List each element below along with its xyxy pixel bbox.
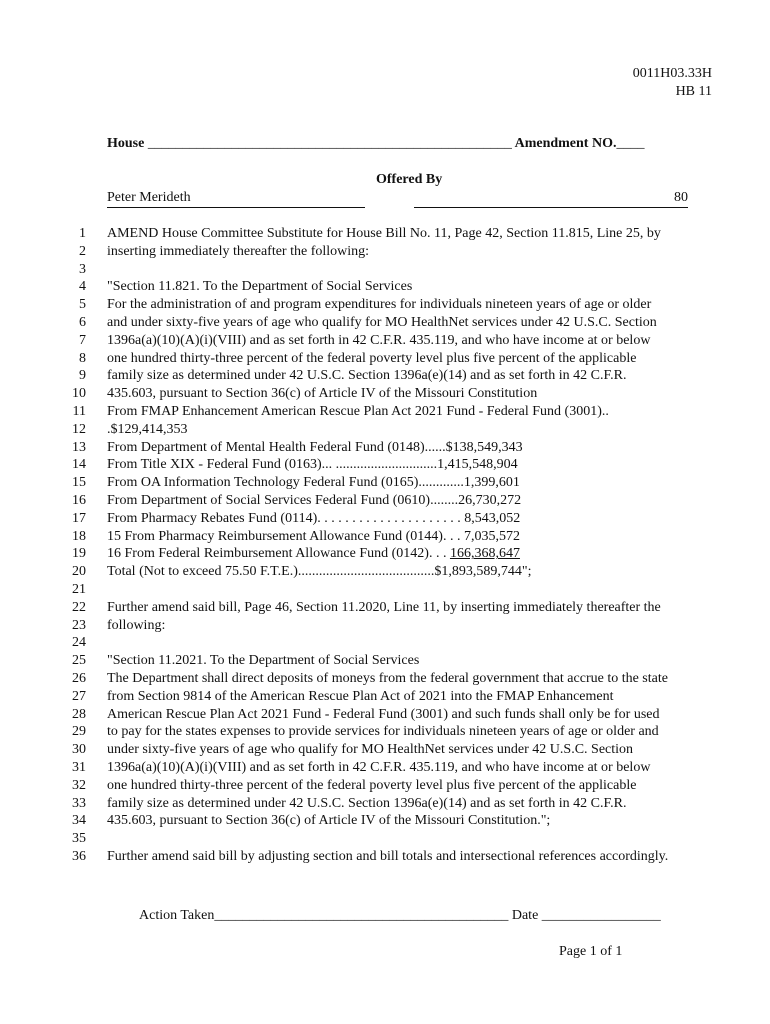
line-text-content: family size as determined under 42 U.S.C. Section 1396a(e)(14) and as set forth in 42 C.F.R.	[107, 795, 627, 811]
line-text-content: from Section 9814 of the American Rescue Plan Act of 2021 into the FMAP Enhancement	[107, 688, 614, 704]
line-number: 21	[72, 582, 86, 597]
body-line	[0, 813, 770, 831]
line-text	[107, 849, 668, 865]
line-text	[107, 457, 518, 473]
body-line	[0, 493, 770, 511]
line-text-content: one hundred thirty-three percent of the federal poverty level plus five percent of the applicable	[107, 777, 637, 793]
body-line	[0, 386, 770, 404]
line-text-underlined: 166,368,647	[449, 546, 520, 562]
body-line	[0, 724, 770, 742]
line-number: 23	[72, 617, 86, 633]
line-number: 16	[72, 493, 86, 508]
body-line	[0, 315, 770, 333]
line-number: 27	[72, 688, 86, 704]
line-number: 10	[72, 386, 86, 402]
line-number: 3	[79, 261, 86, 277]
body-line	[0, 671, 770, 689]
line-text-content: From Title XIX - Federal Fund (0163)... .............................1,415,548,904	[107, 457, 518, 473]
line-number: 36	[72, 849, 86, 864]
body-line	[0, 511, 770, 529]
house-line	[107, 136, 644, 152]
body-line	[0, 422, 770, 440]
body-line	[0, 564, 770, 582]
line-text	[107, 742, 633, 758]
body-line	[0, 368, 770, 386]
line-number: 20	[72, 564, 86, 580]
body-line	[0, 529, 770, 547]
line-text	[107, 368, 627, 384]
body-line	[0, 653, 770, 671]
body-line	[0, 226, 770, 244]
line-text	[107, 440, 523, 456]
line-text-content: one hundred thirty-three percent of the federal poverty level plus five percent of the applicable	[107, 350, 637, 366]
offered-by-label: Offered By	[376, 172, 443, 187]
line-text	[107, 653, 419, 669]
line-text	[107, 689, 614, 705]
action-taken-line	[139, 908, 661, 924]
line-text	[107, 671, 668, 687]
date-label: Date	[511, 908, 539, 923]
house-label: House	[107, 136, 145, 151]
body-line	[0, 831, 770, 849]
line-text-content: From Pharmacy Rebates Fund (0114). . . . . . . . . . . . . . . . . . . . . 8,543,052	[107, 510, 521, 526]
body-line	[0, 849, 770, 867]
body-line	[0, 279, 770, 297]
line-text	[107, 618, 165, 634]
line-text	[107, 475, 520, 491]
line-number: 24	[72, 635, 86, 651]
document-code: 0011H03.33H	[632, 66, 712, 81]
line-text	[107, 796, 627, 812]
sponsor-name: Peter Merideth	[107, 190, 191, 205]
line-text	[107, 244, 369, 260]
line-text	[107, 279, 412, 295]
bill-number: HB 11	[675, 84, 712, 99]
line-text-content: 15 From Pharmacy Reimbursement Allowance Fund (0144). . . 7,035,572	[107, 528, 520, 544]
body-line	[0, 600, 770, 618]
line-text	[107, 493, 521, 509]
body-line	[0, 440, 770, 458]
line-text-content: 435.603, pursuant to Section 36(c) of Article IV of the Missouri Constitution	[107, 386, 538, 402]
body-line	[0, 582, 770, 600]
line-text-content: 435.603, pursuant to Section 36(c) of Article IV of the Missouri Constitution.";	[107, 813, 551, 829]
line-text-content: From Department of Social Services Federal Fund (0610)........26,730,272	[107, 493, 522, 508]
line-number: 25	[72, 653, 86, 669]
amendment-label: Amendment NO.	[514, 136, 617, 151]
line-number: 5	[79, 297, 86, 313]
body-line	[0, 689, 770, 707]
line-text	[107, 564, 531, 580]
line-number: 31	[72, 760, 86, 775]
body-line	[0, 778, 770, 796]
action-taken-blank: __________________________________________	[214, 908, 509, 923]
line-text-content: From FMAP Enhancement American Rescue Plan Act 2021 Fund - Federal Fund (3001)..	[107, 404, 609, 419]
line-text-content: American Rescue Plan Act 2021 Fund - Federal Fund (3001) and such funds shall only be for used	[107, 706, 660, 722]
line-text	[107, 297, 651, 313]
line-text	[107, 724, 659, 740]
line-text	[107, 529, 520, 545]
line-number: 35	[72, 831, 86, 847]
body-line	[0, 760, 770, 778]
line-text	[107, 778, 636, 794]
district-field	[414, 190, 688, 208]
amendment-blank: ____	[616, 136, 645, 151]
line-number: 8	[79, 350, 86, 366]
line-number: 13	[72, 439, 86, 455]
line-number: 6	[79, 315, 86, 330]
body-line	[0, 475, 770, 493]
date-blank: _________________	[541, 908, 661, 923]
sponsor-name-field	[107, 190, 365, 208]
line-text-content: From Department of Mental Health Federal Fund (0148)......$138,549,343	[107, 439, 523, 455]
line-number: 22	[72, 599, 86, 615]
line-text	[107, 315, 657, 331]
line-text-content: Further amend said bill, Page 46, Section 11.2020, Line 11, by inserting immediately thereafter the	[107, 599, 661, 615]
line-text	[107, 226, 661, 242]
line-text	[107, 600, 661, 616]
district-number: 80	[674, 190, 688, 205]
body-line	[0, 297, 770, 315]
line-text	[107, 813, 550, 829]
line-text-content: 16 From Federal Reimbursement Allowance Fund (0142). . .	[107, 546, 450, 562]
line-number: 29	[72, 724, 86, 740]
action-taken-label: Action Taken	[139, 908, 215, 923]
line-text-content: inserting immediately thereafter the following:	[107, 243, 370, 259]
body-line	[0, 351, 770, 369]
line-text	[107, 546, 520, 562]
line-text-content: following:	[107, 617, 166, 633]
body-line	[0, 546, 770, 564]
line-number: 9	[79, 368, 86, 384]
line-number: 2	[79, 243, 86, 259]
body-line	[0, 635, 770, 653]
body-line	[0, 404, 770, 422]
line-number: 33	[72, 795, 86, 811]
line-text	[107, 760, 650, 776]
line-text-content: .$129,414,353	[107, 421, 188, 437]
line-number: 1	[79, 226, 86, 241]
body-line	[0, 457, 770, 475]
line-number: 7	[79, 332, 86, 348]
line-text	[107, 511, 520, 527]
line-text	[107, 404, 609, 420]
line-text-content: Total (Not to exceed 75.50 F.T.E.).......................................$1,893,589,744";	[107, 564, 532, 580]
line-text-content: family size as determined under 42 U.S.C. Section 1396a(e)(14) and as set forth in 42 C.F.R.	[107, 368, 627, 384]
line-number: 15	[72, 475, 86, 491]
line-text-content: The Department shall direct deposits of moneys from the federal government that accrue to the state	[107, 671, 668, 686]
line-text	[107, 351, 636, 367]
page-number: Page 1 of 1	[559, 944, 623, 959]
line-number: 18	[72, 528, 86, 544]
line-number: 28	[72, 706, 86, 722]
line-number: 32	[72, 777, 86, 793]
house-blank: ____________________________________________________	[147, 136, 512, 151]
line-text-content: and under sixty-five years of age who qualify for MO HealthNet services under 42 U.S.C. Section	[107, 315, 657, 330]
line-text-content: "Section 11.821. To the Department of Social Services	[107, 279, 413, 295]
line-text-content: 1396a(a)(10)(A)(i)(VIII) and as set forth in 42 C.F.R. 435.119, and who have income at or below	[107, 332, 651, 348]
body-line	[0, 707, 770, 725]
line-text	[107, 707, 660, 723]
line-text-content: For the administration of and program expenditures for individuals nineteen years of age or older	[107, 297, 652, 313]
line-text-content: under sixty-five years of age who qualify for MO HealthNet services under 42 U.S.C. Section	[107, 742, 634, 758]
line-text-content: to pay for the states expenses to provide services for individuals nineteen years of age or older and	[107, 724, 659, 740]
body-line	[0, 742, 770, 760]
body-line	[0, 244, 770, 262]
line-number: 17	[72, 510, 86, 526]
line-text-content: "Section 11.2021. To the Department of Social Services	[107, 653, 420, 669]
line-number: 19	[72, 546, 86, 562]
line-number: 26	[72, 671, 86, 686]
line-text	[107, 386, 537, 402]
line-number: 14	[72, 457, 86, 473]
body-line	[0, 796, 770, 814]
line-text	[107, 422, 188, 438]
line-number: 12	[72, 421, 86, 437]
line-text-content: From OA Information Technology Federal Fund (0165).............1,399,601	[107, 475, 520, 491]
line-number: 11	[72, 404, 86, 419]
line-number: 34	[72, 813, 86, 829]
line-number: 4	[79, 279, 86, 295]
body-line	[0, 618, 770, 636]
line-text-content: AMEND House Committee Substitute for House Bill No. 11, Page 42, Section 11.815, Line 25, by	[107, 226, 661, 241]
line-text	[107, 333, 650, 349]
line-text-content: Further amend said bill by adjusting section and bill totals and intersectional references accordingly.	[107, 849, 669, 864]
line-number: 30	[72, 742, 86, 758]
line-text-content: 1396a(a)(10)(A)(i)(VIII) and as set forth in 42 C.F.R. 435.119, and who have income at or below	[107, 760, 651, 775]
body-line	[0, 333, 770, 351]
body-line	[0, 262, 770, 280]
